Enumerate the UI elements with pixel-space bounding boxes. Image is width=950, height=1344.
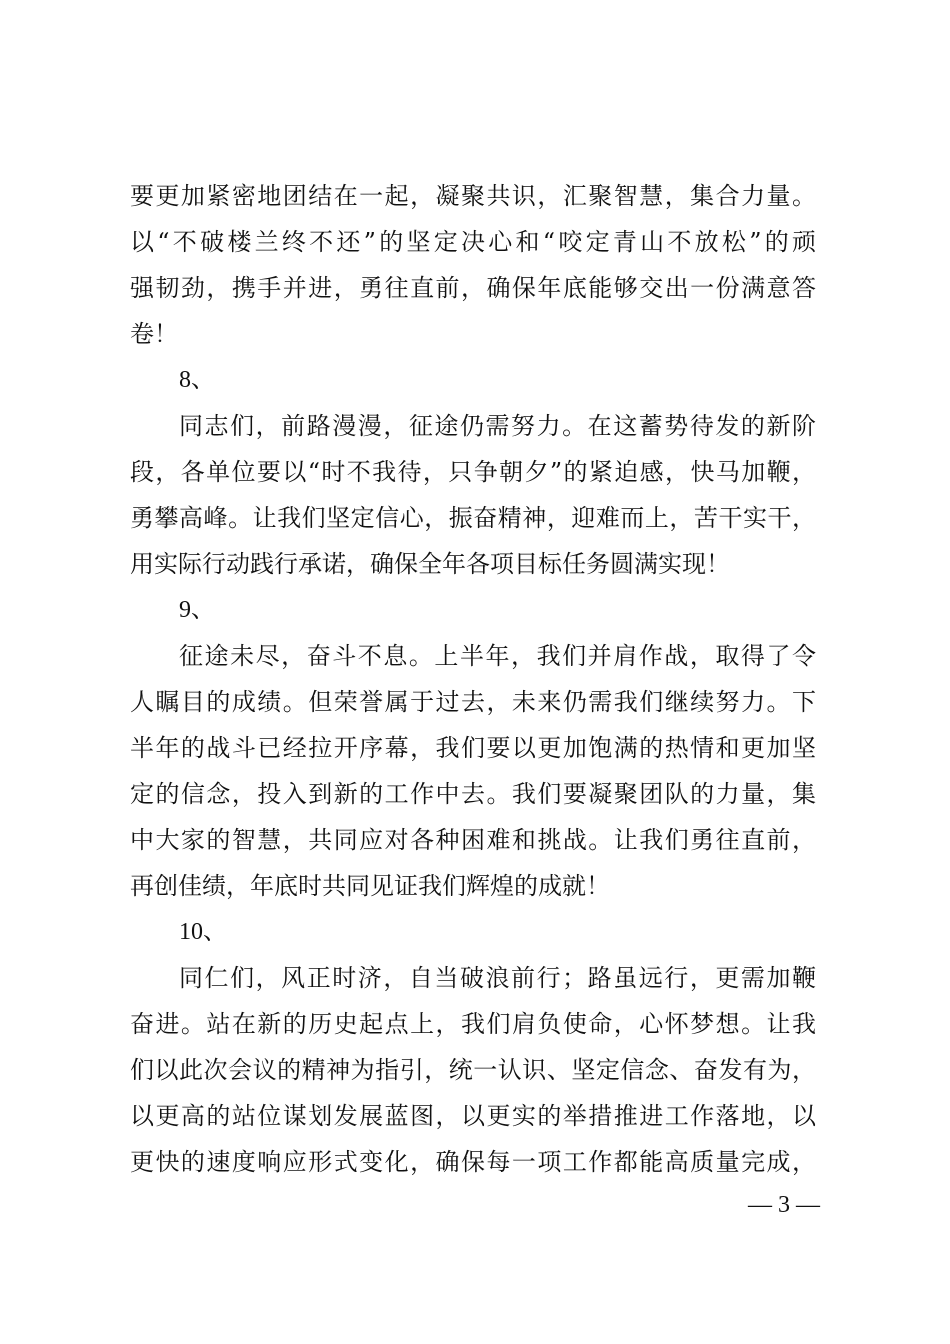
text-line: 以更高的站位谋划发展蓝图，以更实的举措推进工作落地，以 — [130, 1102, 816, 1130]
paragraph — [130, 633, 816, 909]
page-number: — 3 — — [748, 1192, 820, 1218]
text-line: 人瞩目的成绩。但荣誉属于过去，未来仍需我们继续努力。下 — [130, 688, 816, 716]
text-line: 奋进。站在新的历史起点上，我们肩负使命，心怀梦想。让我 — [130, 1010, 816, 1038]
text-line: 同志们，前路漫漫，征途仍需努力。在这蓄势待发的新阶 — [179, 412, 816, 440]
text-line: 卷！ — [130, 320, 178, 348]
text-line: 中大家的智慧，共同应对各种困难和挑战。让我们勇往直前， — [130, 826, 816, 854]
text-line: 勇攀高峰。让我们坚定信心，振奋精神，迎难而上，苦干实干， — [130, 504, 816, 532]
text-line: 征途未尽，奋斗不息。上半年，我们并肩作战，取得了令 — [179, 642, 816, 670]
text-line: 半年的战斗已经拉开序幕，我们要以更加饱满的热情和更加坚 — [130, 734, 816, 762]
text-line: 更快的速度响应形式变化，确保每一项工作都能高质量完成， — [130, 1148, 816, 1176]
item-number: 8、 — [179, 367, 215, 393]
text-line: 再创佳绩，年底时共同见证我们辉煌的成就！ — [130, 872, 610, 900]
text-line: 同仁们，风正时济，自当破浪前行；路虽远行，更需加鞭 — [179, 964, 816, 992]
paragraph — [130, 403, 816, 587]
text-line: 要更加紧密地团结在一起，凝聚共识，汇聚智慧，集合力量。 — [130, 182, 816, 210]
text-line: 段，各单位要以“时不我待，只争朝夕”的紧迫感，快马加鞭， — [130, 458, 816, 486]
text-line: 们以此次会议的精神为指引，统一认识、坚定信念、奋发有为， — [130, 1056, 816, 1084]
paragraph — [130, 955, 816, 1185]
item-number: 9、 — [179, 597, 215, 623]
item-number: 10、 — [179, 919, 227, 945]
paragraph — [130, 173, 816, 357]
text-line: 以“不破楼兰终不还”的坚定决心和“咬定青山不放松”的顽 — [130, 228, 816, 256]
text-line: 定的信念，投入到新的工作中去。我们要凝聚团队的力量，集 — [130, 780, 816, 808]
text-line: 强韧劲，携手并进，勇往直前，确保年底能够交出一份满意答 — [130, 274, 816, 302]
text-line: 用实际行动践行承诺，确保全年各项目标任务圆满实现！ — [130, 550, 730, 578]
document-body — [130, 173, 816, 1185]
